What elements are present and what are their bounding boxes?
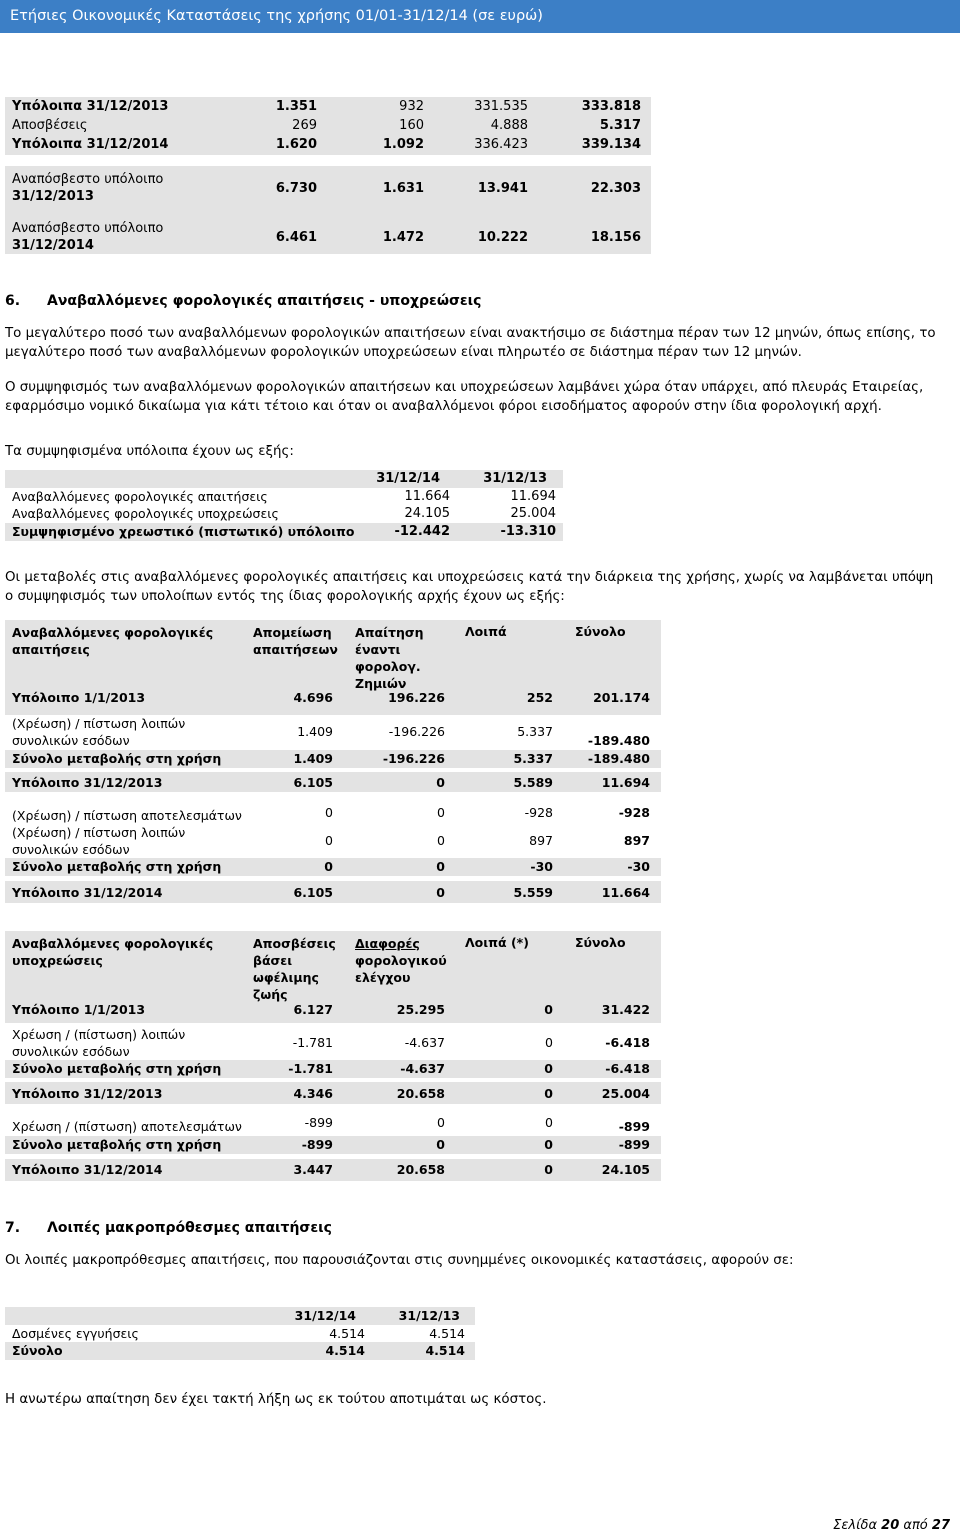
row-label: συνολικών εσόδων [12,1044,130,1059]
header-line: φορολογικού [355,953,447,968]
paragraph: Τα συμψηφισμένα υπόλοιπα έχουν ως εξής: [5,444,294,459]
document-header [0,0,960,33]
cell: 5.337 [513,751,553,766]
cell: 4.696 [293,690,333,705]
cell: 897 [623,833,650,848]
cell: -4.637 [400,1061,445,1076]
cell: 0 [324,859,333,874]
cell: 0 [544,1162,553,1177]
cell: -6.418 [605,1035,650,1050]
cell: -899 [301,1137,333,1152]
cell: 1.472 [382,230,424,245]
paragraph [5,568,955,606]
cell: 20.658 [396,1162,445,1177]
cell: 0 [545,1035,553,1050]
cell: 11.664 [404,489,450,504]
column-header: 31/12/14 [376,471,440,486]
cell: -1.781 [288,1061,333,1076]
header-line: ωφέλιμης [253,970,319,985]
paragraph-line: μεγαλύτερο ποσό των αναβαλλόμενων φορολογικών υποχρεώσεων είναι πληρωτέο σε διάστημα πέραν των 12 μηνών. [5,345,802,360]
section-title: Λοιπές μακροπρόθεσμες απαιτήσεις [47,1220,332,1236]
column-header [355,935,447,986]
cell: 0 [545,1115,553,1130]
header-line: Αποσβέσεις [253,936,336,951]
cell: 25.004 [510,506,556,521]
row-label: Αναβαλλόμενες φορολογικές υποχρεώσεις [12,506,279,521]
row-label: συνολικών εσόδων [12,733,130,748]
cell: 1.092 [382,137,424,152]
cell: -189.480 [587,751,650,766]
column-header: 31/12/13 [483,471,547,486]
column-header [355,624,424,692]
cell: 196.226 [388,690,445,705]
header-line: απαιτήσεις [12,642,90,657]
cell: 333.818 [581,99,641,114]
header-line: έναντι [355,642,401,657]
cell: 1.409 [297,724,333,739]
paragraph-line: εφαρμόσιμο νομικό δικαίωμα για κάτι τέτοιο και όταν οι αναβαλλόμενοι φόροι εισοδήματος αφορούν στην ίδια φορολογική αρχή. [5,399,882,414]
cell: 20.658 [396,1086,445,1101]
paragraph: Η ανωτέρω απαίτηση δεν έχει τακτή λήξη ως εκ τούτου αποτιμάται ως κόστος. [5,1392,547,1407]
row-label: 31/12/2013 [12,189,94,204]
cell: 5.337 [517,724,553,739]
row-label: Υπόλοιπα 31/12/2013 [12,99,169,114]
cell: 4.514 [329,1326,365,1341]
cell: 5.317 [599,118,641,133]
header-line: Απαίτηση [355,625,424,640]
cell: 0 [325,833,333,848]
cell: 0 [544,1086,553,1101]
cell: -4.637 [404,1035,445,1050]
row-label: Αναπόσβεστο υπόλοιπο [12,172,164,187]
cell: 0 [544,1002,553,1017]
header-line: φορολογ. [355,659,421,674]
header-line: Ζημιών [355,676,407,691]
row-label: Σύνολο μεταβολής στη χρήση [12,859,222,874]
row-label: Υπόλοιπο 31/12/2014 [12,1162,163,1177]
cell: 201.174 [593,690,650,705]
row-label: 31/12/2014 [12,238,94,253]
page-number [833,1518,950,1533]
paragraph-line: Οι μεταβολές στις αναβαλλόμενες φορολογικές απαιτήσεις και υποχρεώσεις κατά την διάρκεια της χρήσης, χωρίς να λαμβάνεται υπόψη [5,570,934,585]
cell: 1.620 [275,137,317,152]
cell: 6.127 [293,1002,333,1017]
cell: 11.694 [601,775,650,790]
header-line: ελέγχου [355,970,411,985]
cell: 3.447 [293,1162,333,1177]
column-header: Σύνολο [575,935,626,950]
row-label: Χρέωση / (πίστωση) λοιπών [12,1027,186,1042]
section-number: 7. [5,1220,21,1236]
cell: 0 [437,1115,445,1130]
cell: 1.351 [275,99,317,114]
row-label: Υπόλοιπο 31/12/2013 [12,1086,163,1101]
cell: 1.631 [382,181,424,196]
row-label: Σύνολο μεταβολής στη χρήση [12,1137,222,1152]
cell: -189.480 [587,733,650,748]
cell: 6.105 [293,885,333,900]
column-header: 31/12/14 [294,1308,356,1323]
cell: 4.514 [325,1343,365,1358]
cell: 252 [526,690,553,705]
row-label: Χρέωση / (πίστωση) αποτελεσμάτων [12,1119,242,1134]
cell: 5.559 [513,885,553,900]
cell: -928 [524,805,553,820]
row-label: Υπόλοιπο 31/12/2014 [12,885,163,900]
paragraph-line: Το μεγαλύτερο ποσό των αναβαλλόμενων φορολογικών απαιτήσεων είναι ανακτήσιμο σε διάστημα πέραν των 12 μηνών, όπως επίσης, το [5,326,936,341]
cell: 897 [529,833,553,848]
row-label: Συμψηφισμένο χρεωστικό (πιστωτικό) υπόλοιπο [12,524,355,539]
cell: 0 [325,805,333,820]
cell: -899 [618,1119,650,1134]
cell: 0 [436,885,445,900]
cell: 0 [437,833,445,848]
cell: -196.226 [388,724,445,739]
column-header: 31/12/13 [398,1308,460,1323]
row-label: (Χρέωση) / πίστωση λοιπών [12,716,186,731]
cell: 0 [436,1137,445,1152]
paragraph [5,324,955,362]
cell: 269 [292,118,317,133]
row-label: Αναπόσβεστο υπόλοιπο [12,221,164,236]
row-label: Σύνολο μεταβολής στη χρήση [12,751,222,766]
cell: -196.226 [382,751,445,766]
cell: 0 [544,1061,553,1076]
header-line: Αναβαλλόμενες φορολογικές [12,625,214,640]
cell: 6.461 [275,230,317,245]
row-label: Σύνολο [12,1343,63,1358]
cell: 0 [436,775,445,790]
row-label: Σύνολο μεταβολής στη χρήση [12,1061,222,1076]
cell: 25.004 [601,1086,650,1101]
row-label: Υπόλοιπα 31/12/2014 [12,137,169,152]
cell: 11.694 [510,489,556,504]
row-label: Υπόλοιπο 1/1/2013 [12,1002,146,1017]
cell: 331.535 [474,99,528,114]
row-label: (Χρέωση) / πίστωση αποτελεσμάτων [12,808,242,823]
cell: 932 [399,99,424,114]
cell: -1.781 [292,1035,333,1050]
cell: 31.422 [601,1002,650,1017]
header-line: Αναβαλλόμενες φορολογικές [12,936,214,951]
cell: -13.310 [500,524,556,539]
cell: 10.222 [477,230,528,245]
cell: 0 [437,805,445,820]
cell: 160 [399,118,424,133]
cell: 0 [544,1137,553,1152]
header-line: βάσει [253,953,293,968]
cell: 18.156 [590,230,641,245]
column-header [12,935,213,969]
row-label: Αποσβέσεις [12,118,88,133]
row-label: Αναβαλλόμενες φορολογικές απαιτήσεις [12,489,268,504]
of-word: από [903,1518,928,1533]
cell: 336.423 [474,137,528,152]
row-label: (Χρέωση) / πίστωση λοιπών [12,825,186,840]
cell: -12.442 [394,524,450,539]
column-header [253,935,336,1003]
cell: 22.303 [590,181,641,196]
cell: -928 [618,805,650,820]
row-label: Δοσμένες εγγυήσεις [12,1326,139,1341]
section-number: 6. [5,293,21,309]
cell: 13.941 [477,181,528,196]
header-line: απαιτήσεων [253,642,338,657]
cell: 24.105 [601,1162,650,1177]
header-line: υποχρεώσεις [12,953,103,968]
header-line: Απομείωση [253,625,332,640]
row-label: Υπόλοιπο 31/12/2013 [12,775,163,790]
page-word: Σελίδα [833,1518,878,1533]
cell: 11.664 [601,885,650,900]
column-header: Λοιπά [465,624,507,639]
document-title: Ετήσιες Οικονομικές Καταστάσεις της χρήσης 01/01-31/12/14 (σε ευρώ) [10,8,543,24]
cell: 24.105 [404,506,450,521]
cell: 4.888 [490,118,528,133]
cell: -30 [627,859,650,874]
cell: 6.105 [293,775,333,790]
cell: 4.514 [425,1343,465,1358]
cell: 4.514 [429,1326,465,1341]
row-label: συνολικών εσόδων [12,842,130,857]
header-line: ζωής [253,987,288,1002]
column-header [253,624,338,658]
paragraph: Οι λοιπές μακροπρόθεσμες απαιτήσεις, που παρουσιάζονται στις συνημμένες οικονομικές καταστάσεις, αφορούν σε: [5,1253,794,1268]
paragraph-line: ο συμψηφισμός των υπολοίπων εντός της ίδιας φορολογικής αρχής έχουν ως εξής: [5,589,565,604]
cell: -30 [530,859,553,874]
paragraph-line: Ο συμψηφισμός των αναβαλλόμενων φορολογικών απαιτήσεων και υποχρεώσεων λαμβάνει χώρα όταν υπάρχει, από πλευράς Εταιρείας, [5,380,924,395]
cell: 339.134 [581,137,641,152]
cell: 5.589 [513,775,553,790]
paragraph [5,378,955,416]
column-header: Λοιπά (*) [465,935,529,950]
section-title: Αναβαλλόμενες φορολογικές απαιτήσεις - υποχρεώσεις [47,293,482,309]
cell: 6.730 [275,181,317,196]
page-current: 20 [881,1518,900,1533]
row-label: Υπόλοιπο 1/1/2013 [12,690,146,705]
cell: -899 [304,1115,333,1130]
cell: 4.346 [293,1086,333,1101]
cell: 25.295 [396,1002,445,1017]
header-line: Διαφορές [355,936,420,951]
page-total: 27 [931,1518,950,1533]
cell: -899 [618,1137,650,1152]
cell: 0 [436,859,445,874]
column-header [12,624,213,658]
column-header: Σύνολο [575,624,626,639]
cell: 1.409 [293,751,333,766]
cell: -6.418 [605,1061,650,1076]
